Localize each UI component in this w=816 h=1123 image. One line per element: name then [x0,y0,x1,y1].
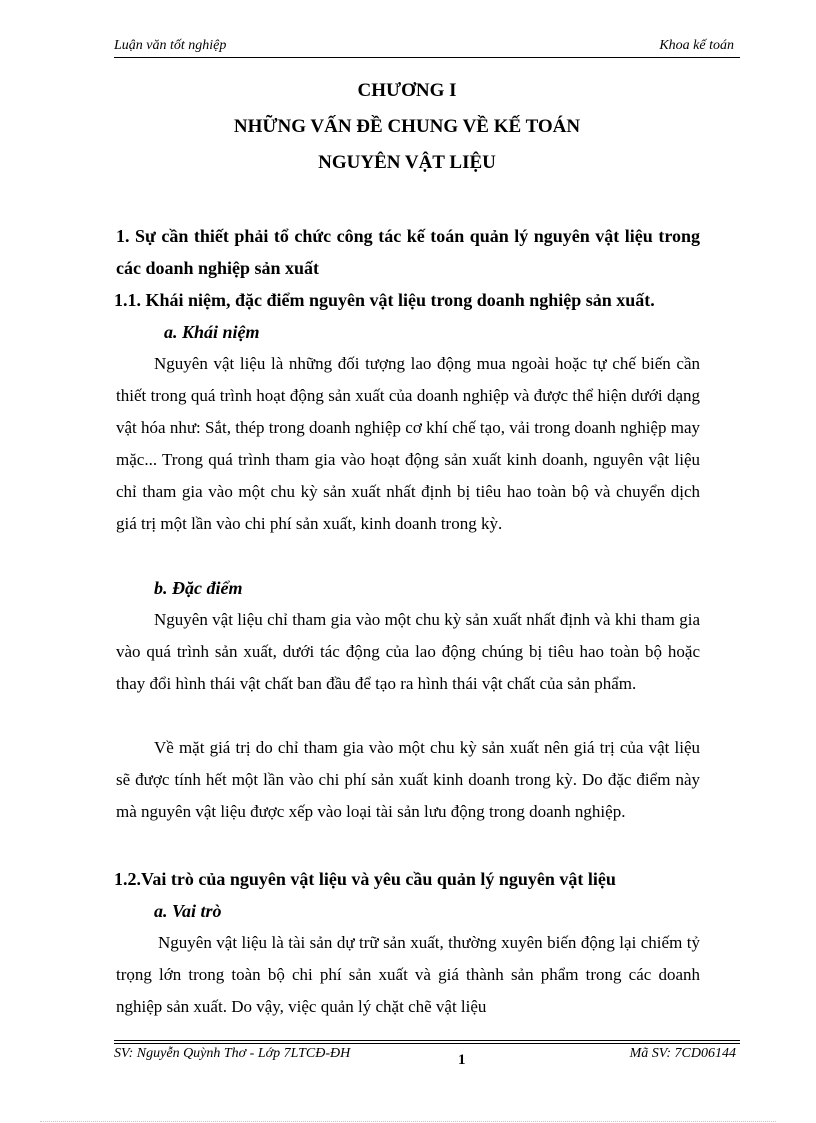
paragraph-khai-niem: Nguyên vật liệu là những đối tượng lao động mua ngoài hoặc tự chế biến cần thiết trong quá trình hoạt động sản xuất của doanh nghiệp và được thể hiện dưới dạng vật hóa như: Sắt, thép trong doanh nghiệp cơ khí chế tạo, vải trong doanh nghiệp may mặc... Trong quá trình tham gia vào hoạt động sản xuất kinh doanh, nguyên vật liệu chỉ tham gia vào một chu kỳ sản xuất nhất định bị tiêu hao toàn bộ và chuyển dịch giá trị một lần vào chi phí sản xuất, kinh doanh trong kỳ. [116,354,700,533]
paragraph-dac-diem-1: Nguyên vật liệu chỉ tham gia vào một chu kỳ sản xuất nhất định và khi tham gia vào quá trình sản xuất, dưới tác động của lao động chúng bị tiêu hao toàn bộ hoặc thay đổi hình thái vật chất ban đầu để tạo ra hình thái vật chất của sản phẩm. [116,610,700,693]
footer-rule-bottom [114,1043,740,1044]
chapter-title-line2: NGUYÊN VẬT LIỆU [318,152,496,173]
section-1-heading: 1. Sự cần thiết phải tổ chức công tác kế toán quản lý nguyên vật liệu trong các doanh nghiệp sản xuất [116,226,700,278]
subsection-b-heading: b. Đặc điểm [154,578,243,598]
section-1-2-heading: 1.2.Vai trò của nguyên vật liệu và yêu cầu quản lý nguyên vật liệu [114,869,616,889]
chapter-number: CHƯƠNG I [357,80,457,101]
header-right-text: Khoa kế toán [659,38,734,53]
paragraph-vai-tro: Nguyên vật liệu là tài sản dự trữ sản xuất, thường xuyên biến động lại chiếm tỷ trọng lớn trong toàn bộ chi phí sản xuất và giá thành sản phẩm trong các doanh nghiệp sản xuất. Do vậy, việc quản lý chặt chẽ vật liệu [116,933,700,1016]
section-1-1-heading: 1.1. Khái niệm, đặc điểm nguyên vật liệu trong doanh nghiệp sản xuất. [114,290,655,310]
footer-student-text: SV: Nguyễn Quỳnh Thơ - Lớp 7LTCĐ-ĐH [114,1046,351,1061]
footer-student-id: Mã SV: 7CD06144 [629,1046,736,1061]
header-rule [114,57,740,58]
subsection-a-heading: a. Khái niệm [164,322,260,342]
paragraph-dac-diem-2: Về mặt giá trị do chỉ tham gia vào một chu kỳ sản xuất nên giá trị của vật liệu sẽ được tính hết một lần vào chi phí sản xuất kinh doanh trong kỳ. Do đặc điểm này mà nguyên vật liệu được xếp vào loại tài sản lưu động trong doanh nghiệp. [116,738,700,821]
chapter-title-line1: NHỮNG VẤN ĐỀ CHUNG VỀ KẾ TOÁN [233,116,581,137]
page-bottom-divider [40,1121,776,1122]
page-footer [114,1046,740,1072]
header-left-text: Luận văn tốt nghiệp [114,38,227,53]
page-number: 1 [458,1052,466,1068]
subsection-vai-tro-heading: a. Vai trò [154,901,222,921]
footer-rule-top [114,1040,740,1041]
page-header [114,38,740,58]
